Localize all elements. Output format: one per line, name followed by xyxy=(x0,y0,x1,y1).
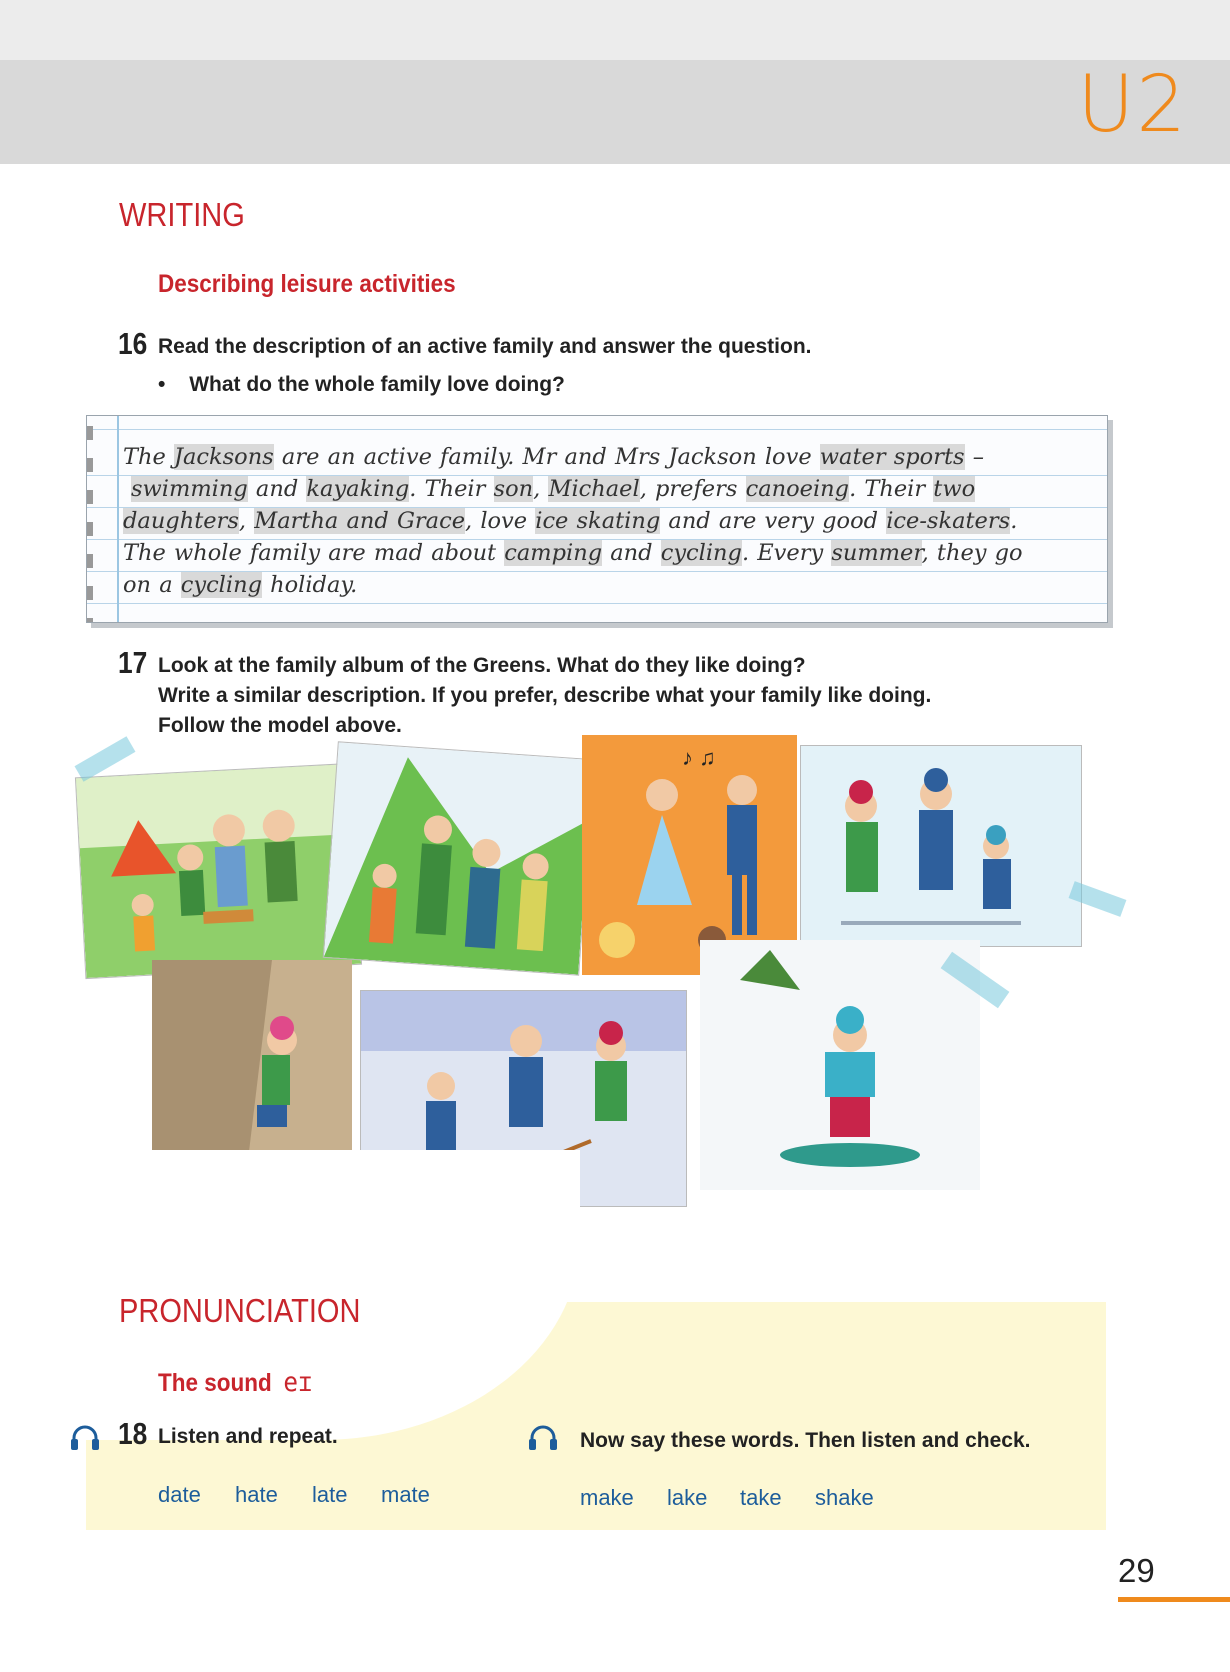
highlight: summer xyxy=(831,540,922,566)
unit-label: U2 xyxy=(1077,60,1188,150)
model-line-2 xyxy=(123,473,1098,505)
phoneme: eɪ xyxy=(283,1367,313,1398)
model-text-notebook xyxy=(86,415,1108,623)
ex17-line-2: Write a similar description. If you prefer, describe what your family like doing. xyxy=(158,684,932,707)
notebook-margin-line xyxy=(117,416,119,622)
word-take: take xyxy=(740,1485,782,1510)
highlight: kayaking xyxy=(306,476,410,502)
word-lake: lake xyxy=(667,1485,708,1510)
question-bullet xyxy=(158,373,565,397)
exercise-16-instruction: Read the description of an active family and answer the question. xyxy=(158,335,812,358)
dancing-picture xyxy=(582,735,797,975)
model-text xyxy=(123,441,1098,601)
highlight: Jacksons xyxy=(173,444,274,470)
highlight: cycling xyxy=(180,572,262,598)
model-line-3 xyxy=(123,505,1098,537)
hiking-picture xyxy=(323,741,595,975)
text-seg: , xyxy=(533,476,549,502)
highlight: water sports xyxy=(819,444,965,470)
headphones-icon[interactable] xyxy=(528,1425,558,1451)
ex17-line-1: Look at the family album of the Greens. What do they like doing? xyxy=(158,654,806,677)
page-number-underline xyxy=(1118,1597,1230,1602)
highlight: swimming xyxy=(131,476,248,502)
exercise-18-number: 18 xyxy=(118,1416,148,1451)
highlight: camping xyxy=(504,540,603,566)
text-seg: and are very good xyxy=(660,508,887,534)
text-seg: , xyxy=(238,508,255,534)
exercise-16-number: 16 xyxy=(118,326,148,361)
highlight: daughters xyxy=(123,508,239,534)
word-make: make xyxy=(580,1485,634,1510)
highlight: ice skating xyxy=(535,508,661,534)
ice-skating-picture xyxy=(800,745,1082,947)
exercise-17-instruction xyxy=(158,651,931,741)
text-seg: and xyxy=(602,540,661,566)
writing-title: WRITING xyxy=(119,196,245,233)
snowboarding-picture xyxy=(700,940,980,1190)
highlight: Michael xyxy=(548,476,640,502)
svg-text:♪ ♫: ♪ ♫ xyxy=(682,745,716,770)
text-seg: – xyxy=(964,444,984,470)
text-seg: , prefers xyxy=(639,476,746,502)
pronunciation-subtitle xyxy=(158,1367,313,1398)
writing-subtitle: Describing leisure activities xyxy=(158,270,456,298)
pronunciation-title: PRONUNCIATION xyxy=(119,1292,361,1329)
highlight: Martha and Grace xyxy=(254,508,466,534)
ex17-line-3: Follow the model above. xyxy=(158,714,402,737)
model-line-1 xyxy=(123,441,1098,473)
highlight: canoeing xyxy=(745,476,850,502)
highlight: ice-skaters xyxy=(886,508,1011,534)
part2-instruction: Now say these words. Then listen and check. xyxy=(580,1429,1031,1452)
highlight: son xyxy=(493,476,534,502)
top-band xyxy=(0,0,1230,60)
notebook-holes xyxy=(87,416,93,622)
word-shake: shake xyxy=(815,1485,874,1510)
highlight: two xyxy=(933,476,976,502)
exercise-16-question: What do the whole family love doing? xyxy=(189,373,565,396)
headphones-icon[interactable] xyxy=(70,1425,100,1451)
page-number: 29 xyxy=(1118,1552,1155,1589)
text-seg: on a xyxy=(123,572,181,598)
word-mate: mate xyxy=(381,1482,430,1507)
text-seg: The xyxy=(123,444,174,470)
text-seg: , they go xyxy=(921,540,1023,566)
text-seg: , love xyxy=(465,508,536,534)
word-hate: hate xyxy=(235,1482,278,1507)
text-seg: . Their xyxy=(409,476,494,502)
word-late: late xyxy=(312,1482,348,1507)
highlight: cycling xyxy=(660,540,742,566)
text-seg: . xyxy=(1010,508,1018,534)
unit-header xyxy=(0,60,1230,164)
text-seg: The whole family are mad about xyxy=(123,540,505,566)
text-seg: and xyxy=(247,476,307,502)
text-seg: holiday. xyxy=(261,572,358,598)
camping-picture xyxy=(75,763,362,979)
model-line-4 xyxy=(123,537,1098,569)
exercise-17-number: 17 xyxy=(118,645,148,680)
text-seg: . Every xyxy=(741,540,832,566)
text-seg: . Their xyxy=(849,476,934,502)
bullet-mark: • xyxy=(158,373,166,396)
exercise-18-instruction: Listen and repeat. xyxy=(158,1425,338,1448)
model-line-5 xyxy=(123,569,1098,601)
sound-label: The sound xyxy=(158,1369,272,1397)
word-date: date xyxy=(158,1482,201,1507)
text-seg: are an active family. Mr and Mrs Jackson love xyxy=(273,444,820,470)
